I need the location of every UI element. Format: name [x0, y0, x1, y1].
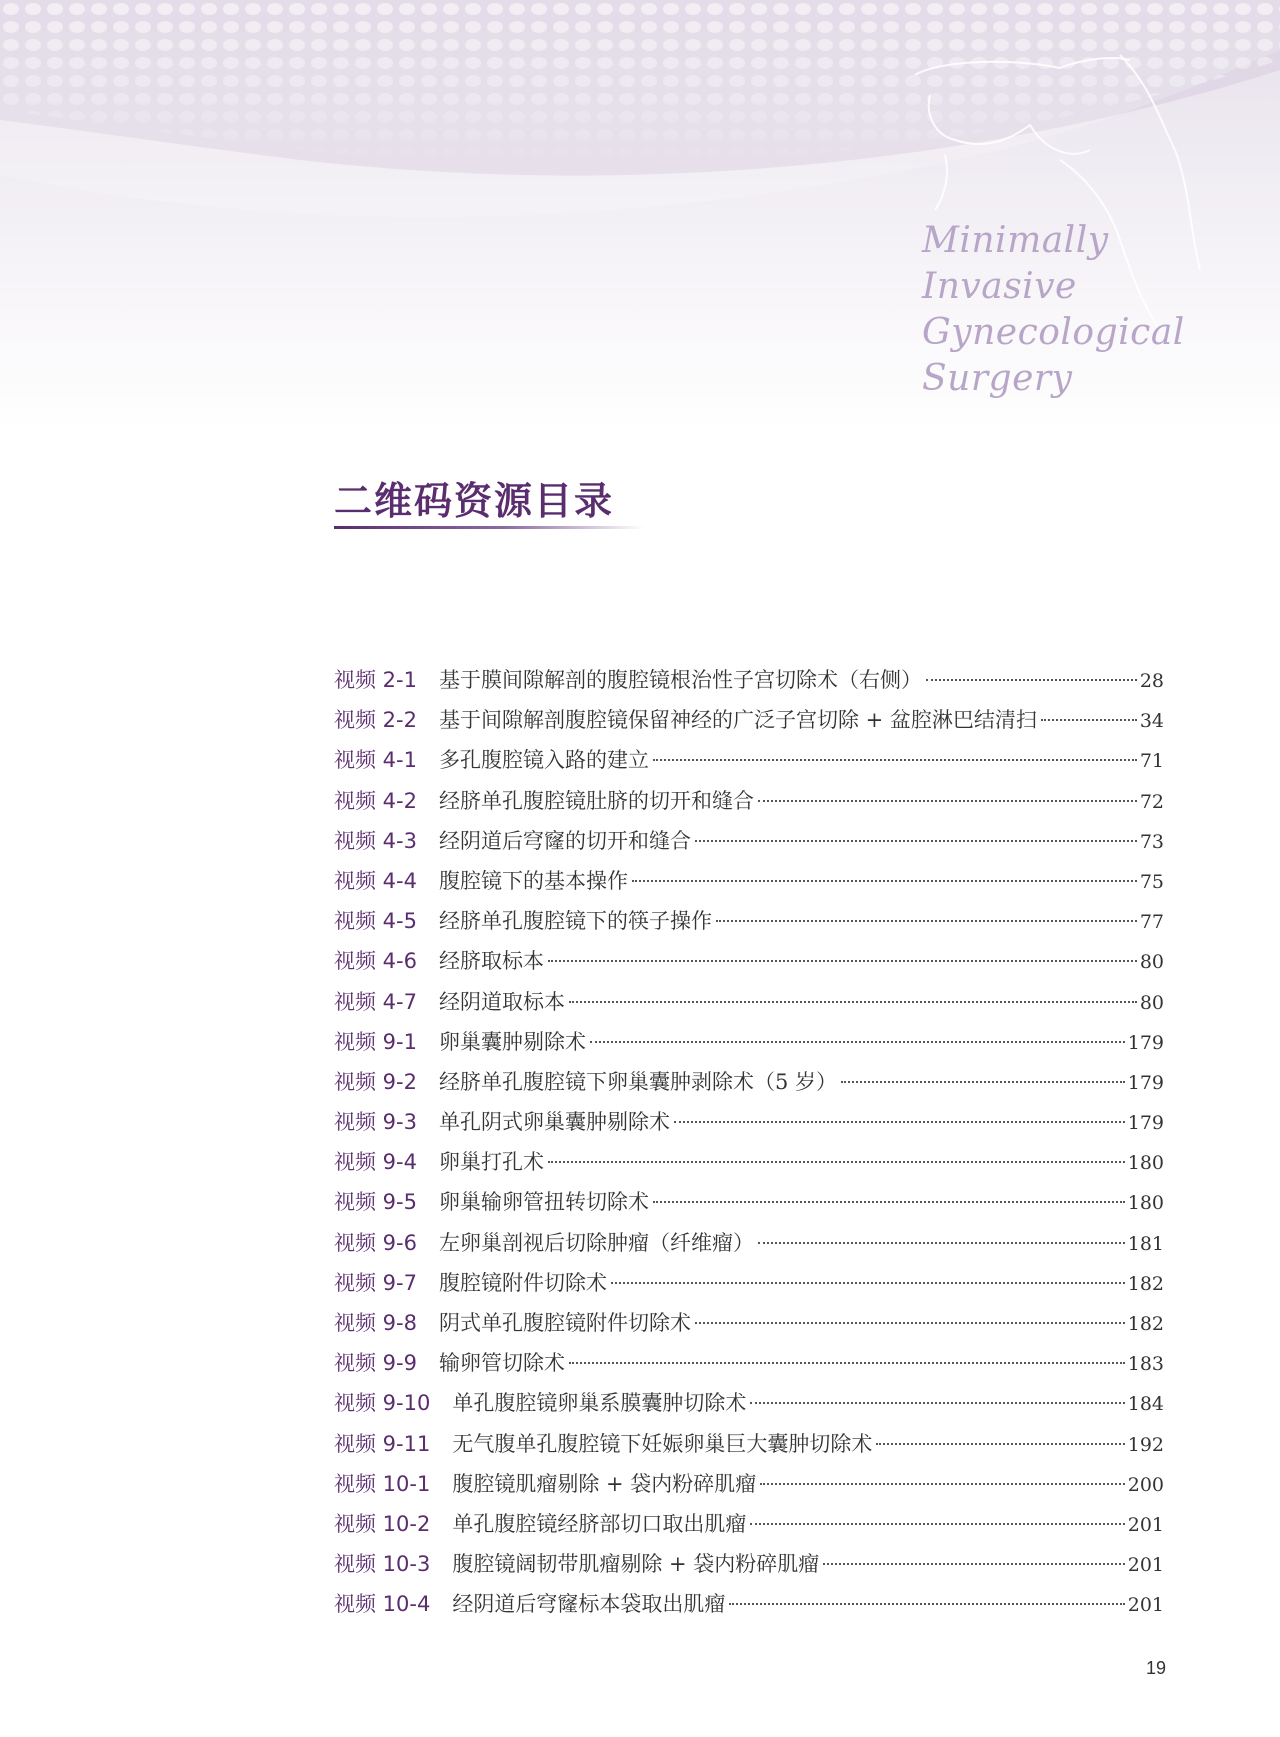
entry-page-number: 28: [1139, 670, 1164, 692]
entry-page-number: 179: [1127, 1112, 1164, 1135]
video-label: 视频 9-5: [334, 1190, 417, 1215]
entry-page-number: 80: [1139, 951, 1164, 974]
entry-page-number: 179: [1127, 1071, 1164, 1094]
entry-page-number: 179: [1127, 1031, 1164, 1054]
toc-entry[interactable]: [334, 865, 1164, 905]
entry-page-number: 77: [1139, 911, 1164, 934]
entry-title: 卵巢打孔术: [438, 1150, 544, 1175]
toc-entry[interactable]: [334, 1588, 1164, 1628]
entry-page-number: 71: [1139, 750, 1164, 773]
book-title: [922, 218, 1185, 402]
entry-title: 腹腔镜下的基本操作: [438, 868, 628, 893]
dot-leader: [823, 1563, 1124, 1565]
video-label: 视频 10-1: [334, 1471, 431, 1496]
entry-title: 基于膜间隙解剖的腹腔镜根治性子宫切除术（右侧）: [438, 668, 922, 692]
dot-leader: [653, 1201, 1125, 1203]
entry-page-number: 180: [1127, 1192, 1164, 1215]
toc-entry[interactable]: [334, 1548, 1164, 1588]
entry-page-number: 80: [1139, 991, 1164, 1014]
toc-entry[interactable]: [334, 1026, 1164, 1066]
toc-entry[interactable]: [334, 825, 1164, 865]
toc-list: [334, 664, 1164, 1629]
video-label: 视频 4-1: [334, 748, 417, 773]
toc-entry[interactable]: [334, 986, 1164, 1026]
toc-entry[interactable]: [334, 1227, 1164, 1267]
video-label: 视频 9-6: [334, 1230, 417, 1255]
toc-entry[interactable]: [334, 785, 1164, 825]
entry-title: 单孔腹腔镜卵巢系膜囊肿切除术: [452, 1391, 747, 1416]
video-label: 视频 4-7: [334, 989, 417, 1014]
dot-leader: [569, 1362, 1125, 1364]
dot-leader: [716, 920, 1137, 922]
entry-page-number: 75: [1139, 870, 1164, 893]
entry-title: 卵巢输卵管扭转切除术: [438, 1190, 649, 1215]
entry-page-number: 72: [1139, 790, 1164, 813]
page-number: 19: [1146, 1658, 1167, 1678]
book-title-line: Surgery: [922, 358, 1073, 399]
entry-title: 经脐单孔腹腔镜下的筷子操作: [438, 909, 712, 934]
video-label: 视频 10-4: [334, 1592, 431, 1617]
entry-page-number: 181: [1127, 1232, 1164, 1255]
video-label: 视频 10-2: [334, 1511, 431, 1536]
dot-leader: [548, 960, 1137, 962]
toc-entry[interactable]: [334, 1468, 1164, 1508]
video-label: 视频 9-8: [334, 1311, 417, 1335]
entry-page-number: 180: [1127, 1152, 1164, 1175]
dot-leader: [729, 1603, 1124, 1605]
toc-entry[interactable]: [334, 664, 1164, 704]
dot-leader: [760, 1483, 1124, 1485]
video-label: 视频 4-4: [334, 868, 417, 893]
entry-title: 腹腔镜肌瘤剔除 + 袋内粉碎肌瘤: [452, 1471, 757, 1496]
dot-leader: [548, 1161, 1125, 1163]
dot-leader: [674, 1121, 1125, 1123]
entry-title: 经阴道后穹窿的切开和缝合: [438, 828, 691, 853]
toc-entry[interactable]: [334, 1428, 1164, 1468]
entry-title: 经脐取标本: [438, 949, 544, 974]
toc-entry[interactable]: [334, 1387, 1164, 1427]
dot-leader: [695, 1322, 1125, 1324]
dot-leader: [841, 1081, 1125, 1083]
toc-entry[interactable]: [334, 945, 1164, 985]
entry-page-number: 201: [1127, 1594, 1164, 1617]
toc-entry[interactable]: [334, 1508, 1164, 1548]
dot-leader: [750, 1402, 1124, 1404]
dot-leader: [1041, 719, 1137, 721]
entry-title: 经脐单孔腹腔镜下卵巢囊肿剥除术（5 岁）: [438, 1069, 838, 1094]
entry-title: 基于间隙解剖腹腔镜保留神经的广泛子宫切除 + 盆腔淋巴结清扫: [438, 708, 1037, 733]
entry-title: 经阴道后穹窿标本袋取出肌瘤: [452, 1592, 726, 1617]
dot-leader: [590, 1041, 1125, 1043]
toc-entry[interactable]: [334, 1146, 1164, 1186]
dot-leader: [695, 840, 1137, 842]
video-label: 视频 9-1: [334, 1029, 417, 1054]
entry-title: 腹腔镜阔韧带肌瘤剔除 + 袋内粉碎肌瘤: [452, 1552, 820, 1577]
toc-entry[interactable]: [334, 744, 1164, 784]
video-label: 视频 10-3: [334, 1552, 431, 1577]
dot-leader: [569, 1001, 1137, 1003]
entry-page-number: 200: [1127, 1473, 1164, 1496]
video-label: 视频 9-10: [334, 1391, 431, 1416]
entry-title: 输卵管切除术: [438, 1351, 565, 1376]
dot-leader: [611, 1282, 1125, 1284]
book-title-line: Minimally: [922, 220, 1109, 261]
toc-entry[interactable]: [334, 1066, 1164, 1106]
entry-title: 无气腹单孔腹腔镜下妊娠卵巢巨大囊肿切除术: [452, 1431, 873, 1456]
video-label: 视频 9-7: [334, 1270, 417, 1295]
header-decoration: [0, 0, 1280, 430]
video-label: 视频 4-2: [334, 788, 417, 813]
entry-page-number: 192: [1127, 1433, 1164, 1456]
dot-leader: [926, 679, 1137, 681]
video-label: 视频 9-9: [334, 1351, 417, 1376]
book-title-line: Gynecological: [922, 312, 1185, 353]
video-label: 视频 4-3: [334, 828, 417, 853]
entry-page-number: 182: [1127, 1272, 1164, 1295]
title-underline: [334, 526, 644, 529]
entry-page-number: 73: [1139, 830, 1164, 853]
dot-leader: [632, 880, 1137, 882]
video-label: 视频 9-4: [334, 1150, 417, 1175]
video-label: 视频 2-2: [334, 708, 417, 733]
page-title: 二维码资源目录: [334, 479, 615, 523]
entry-page-number: 182: [1127, 1313, 1164, 1335]
dot-leader: [758, 1242, 1125, 1244]
entry-title: 腹腔镜附件切除术: [438, 1270, 607, 1295]
toc-entry[interactable]: [334, 905, 1164, 945]
entry-page-number: 183: [1127, 1353, 1164, 1376]
dot-leader: [750, 1523, 1124, 1525]
entry-title: 阴式单孔腹腔镜附件切除术: [438, 1311, 691, 1335]
toc-entry[interactable]: [334, 1347, 1164, 1387]
video-label: 视频 4-5: [334, 909, 417, 934]
entry-page-number: 34: [1139, 710, 1164, 733]
entry-title: 卵巢囊肿剔除术: [438, 1029, 586, 1054]
toc-entry[interactable]: [334, 1186, 1164, 1226]
toc-entry[interactable]: [334, 704, 1164, 744]
toc-entry[interactable]: [334, 1307, 1164, 1347]
video-label: 视频 9-3: [334, 1110, 417, 1135]
entry-title: 单孔腹腔镜经脐部切口取出肌瘤: [452, 1511, 747, 1536]
entry-title: 多孔腹腔镜入路的建立: [438, 748, 649, 773]
video-label: 视频 2-1: [334, 668, 417, 692]
dot-leader: [876, 1443, 1124, 1445]
entry-page-number: 184: [1127, 1393, 1164, 1416]
book-title-line: Invasive: [922, 266, 1077, 307]
entry-page-number: 201: [1127, 1554, 1164, 1577]
toc-entry[interactable]: [334, 1106, 1164, 1146]
video-label: 视频 9-2: [334, 1069, 417, 1094]
entry-title: 经脐单孔腹腔镜肚脐的切开和缝合: [438, 788, 754, 813]
video-label: 视频 4-6: [334, 949, 417, 974]
entry-title: 经阴道取标本: [438, 989, 565, 1014]
entry-page-number: 201: [1127, 1513, 1164, 1536]
video-label: 视频 9-11: [334, 1431, 431, 1456]
entry-title: 单孔阴式卵巢囊肿剔除术: [438, 1110, 670, 1135]
dot-leader: [758, 800, 1137, 802]
toc-entry[interactable]: [334, 1267, 1164, 1307]
dot-leader: [653, 759, 1137, 761]
entry-title: 左卵巢剖视后切除肿瘤（纤维瘤）: [438, 1230, 754, 1255]
